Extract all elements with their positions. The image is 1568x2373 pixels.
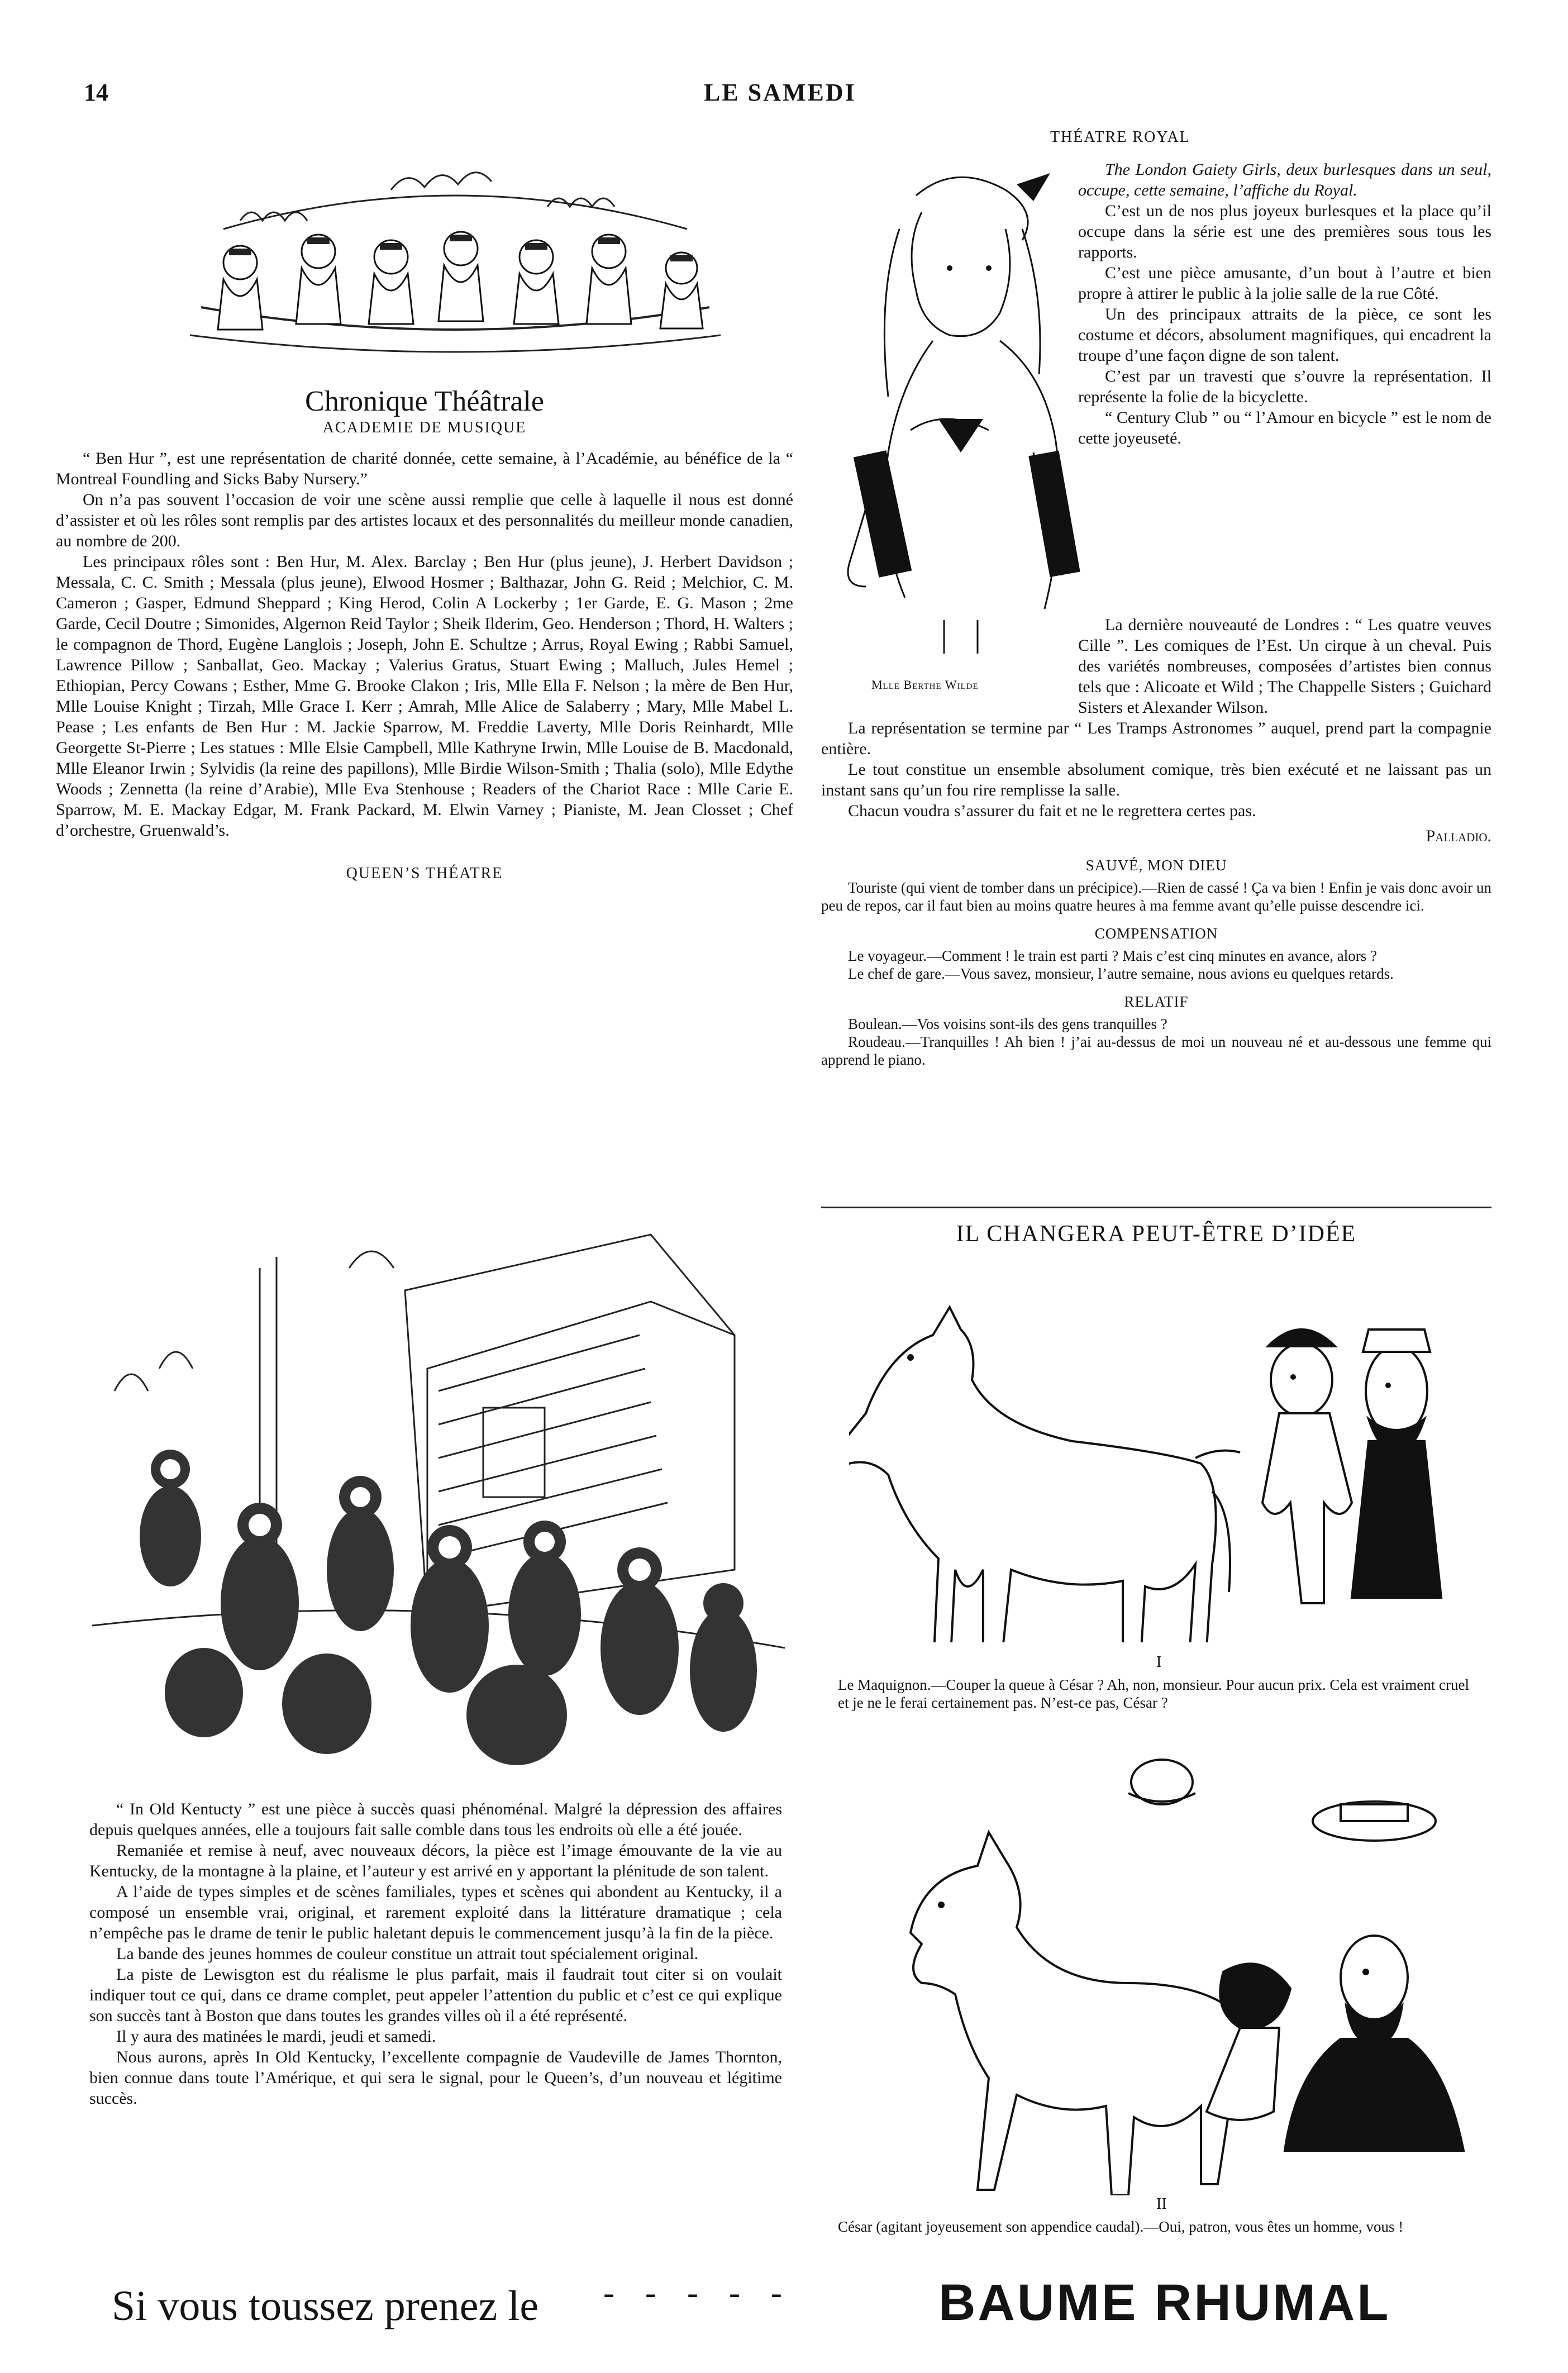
royal-paragraph: C’est par un travesti que s’ouvre la représentation. Il représente la folie de la bicyclette. xyxy=(1078,367,1491,406)
cartoon-title: IL CHANGERA PEUT-ÊTRE D’IDÉE xyxy=(956,1221,1357,1247)
joke-line: Le voyageur.—Comment ! le train est parti ? Mais c’est cinq minutes en avance, alors ? xyxy=(848,947,1377,964)
academie-heading: ACADEMIE DE MUSIQUE xyxy=(322,419,527,436)
royal-paragraph: La représentation se termine par “ Les Tramps Astronomes ” auquel, prend part la compagnie entière. xyxy=(821,719,1491,758)
cartoon-caption: César (agitant joyeusement son appendice caudal).—Oui, patron, vous êtes un homme, vous ! xyxy=(838,2218,1404,2235)
divider xyxy=(821,1207,1491,1208)
royal-paragraph: C’est une pièce amusante, d’un bout à l’autre et bien propre à attirer le public à la jolie salle de la rue Côté. xyxy=(1078,264,1491,303)
kentucky-scene-illustration xyxy=(92,1223,785,1788)
queens-paragraph: A l’aide de types simples et de scènes familiales, types et scènes qui abondent au Kentucky, il a composé un ensemble vrai, original, et rarement exploité dans la littérature dramatique ; cela n’empêche pas le drame de tenir le public haletant depuis le commencement jusqu’à la fin de la pièce. xyxy=(89,1883,782,1942)
joke-line: Touriste (qui vient de tomber dans un précipice).—Rien de cassé ! Ça va bien ! Enfin je vais donc avoir un peu de repos, car il faut bien au moins quatre heures à ma femme avant qu’elle puisse descendre ici. xyxy=(821,879,1492,914)
cartoon-caption: Le Maquignon.—Couper la queue à César ? Ah, non, monsieur. Pour aucun prix. Cela est vraiment cruel et je ne le ferai certainement pas. N’est-ce pas, César ? xyxy=(838,1676,1469,1711)
chronique-title: Chronique Théâtrale xyxy=(305,385,544,417)
berthe-wilde-portrait xyxy=(810,162,1112,665)
royal-paragraph: Chacun voudra s’assurer du fait et ne le regrettera certes pas. xyxy=(848,802,1256,820)
portrait-caption: Mlle Berthe Wilde xyxy=(871,678,979,692)
queens-paragraph: “ In Old Kentucty ” est une pièce à succès quasi phénoménal. Malgré la dépression des affaires depuis quelques années, elle a toujours fait salle comble dans tous les endroits où elle a été jouée. xyxy=(89,1800,782,1839)
footer-ad-left: Si vous toussez prenez le xyxy=(112,2283,539,2329)
footer-ad-right: BAUME RHUMAL xyxy=(938,2274,1391,2331)
cartoon-horse-illustration-1 xyxy=(849,1274,1475,1642)
journal-title: LE SAMEDI xyxy=(704,79,856,106)
queens-heading: QUEEN’S THÉATRE xyxy=(346,865,503,882)
queens-paragraph: Il y aura des matinées le mardi, jeudi et samedi. xyxy=(116,2027,436,2046)
children-garland-illustration xyxy=(156,168,754,380)
academie-paragraph: On n’a pas souvent l’occasion de voir une scène aussi remplie que celle à laquelle il nous est donné d’assister et où les rôles sont remplis par des artistes locaux et des personnalités du meilleur monde canadien, au nombre de 200. xyxy=(56,490,793,550)
academie-paragraph: “ Ben Hur ”, est une représentation de charité donnée, cette semaine, à l’Académie, au bénéfice de la “ Montreal Foundling and Sicks Baby Nursery.” xyxy=(56,449,793,488)
joke-title: COMPENSATION xyxy=(1094,925,1218,942)
signature: Palladio. xyxy=(1426,827,1491,845)
footer-dashes: - - - - - xyxy=(603,2274,793,2311)
joke-title: SAUVÉ, MON DIEU xyxy=(1085,857,1227,874)
royal-heading: THÉATRE ROYAL xyxy=(1050,128,1190,146)
left-column-bottom xyxy=(89,1799,782,2109)
joke-line: Le chef de gare.—Vous savez, monsieur, l’autre semaine, nous avions eu quelques retards. xyxy=(848,965,1394,982)
right-column-royal xyxy=(1078,159,1491,449)
cartoon-horse-illustration-2 xyxy=(838,1737,1475,2195)
left-column-top xyxy=(56,385,793,894)
page-number: 14 xyxy=(84,79,108,106)
queens-paragraph: La piste de Lewisgton est du réalisme le plus parfait, mais il faudrait tout citer si on voulait indiquer tout ce qui, dans ce drame complet, peut appeler l’attention du public et c’est ce qui explique son succès tant à Boston que dans toutes les grandes villes où il a été représenté. xyxy=(89,1965,782,2025)
academie-paragraph: Les principaux rôles sont : Ben Hur, M. Alex. Barclay ; Ben Hur (plus jeune), J. Herbert Davidson ; Messala, C. C. Smith ; Messala (plus jeune), Elwood Hosmer ; Balthazar, John G. Reid ; Melchior, C. M. Cameron ; Gasper, Edmund Sheppard ; King Herod, Colin A Lockerby ; 1er Garde, E. G. Mason ; 2me Garde, Cecil Doutre ; Simonides, Algernon Reid Taylor ; Sheik Ilderim, Geo. Henderson ; Thord, H. Walters ; le compagnon de Thord, Eugène Langlois ; Joseph, John E. Schultze ; Arrus, Royal Ewing ; Rabbi Samuel, Lawrence Pillow ; Sanballat, Geo. Mackay ; Valerius Gratus, Stuart Ewing ; Malluch, Jules Hemel ; Ethiopian, Percy Cowans ; Esther, Mme G. Brooke Clakon ; Iris, Mlle Ella F. Nelson ; la mère de Ben Hur, Mlle Louise Knight ; Tirzah, Mlle Grace I. Kerr ; Amrah, Mlle Alice de Salaberry ; Mary, Mlle Mabel L. Pease ; Les enfants de Ben Hur : M. Jackie Sparrow, M. Freddie Laverty, Mlle Doris Reinhardt, Mlle Georgette St-Pierre ; Les statues : Mlle Elsie Campbell, Mlle Kathryne Irwin, Mlle Louise de B. Macdonald, Mlle Eleanor Irwin ; Sylvidis (la reine des papillons), Mlle Birdie Wilson-Smith ; Thalia (solo), Mlle Edythe Woods ; Zennetta (la reine d’Arabie), Mlle Eva Stenhouse ; Readers of the Chariot Race : Mlle Carie E. Sparrow, M. E. Mackay Edgar, M. Frank Packard, M. Elwin Varney ; Pianiste, M. Jean Closset ; Chef d’orchestre, Gruenwald’s. xyxy=(56,552,793,840)
cartoon-number: I xyxy=(1156,1654,1162,1671)
jokes-section xyxy=(821,856,1491,1069)
queens-paragraph: Remaniée et remise à neuf, avec nouveaux décors, la pièce est l’image émouvante de la vie au Kentucky, de la montagne à la plaine, et l’auteur y est arrivé en y apportant la plénitude de son talent. xyxy=(89,1841,782,1880)
queens-paragraph: Nous aurons, après In Old Kentucky, l’excellente compagnie de Vaudeville de James Thornton, bien connue dans toute l’Amérique, et qui sera le signal, pour le Queen’s, d’un nouveau et légitime succès. xyxy=(89,2048,782,2108)
joke-title: RELATIF xyxy=(1124,993,1189,1010)
cartoon-number: II xyxy=(1156,2195,1167,2213)
royal-paragraph: La dernière nouveauté de Londres : “ Les quatre veuves Cille ”. Les comiques de l’Est. Un cirque à un cheval. Puis des variétés nombreuses, composées d’artistes bien connus tels que : Alicoate et Wild ; The Chappelle Sisters ; Guichard Sisters et Alexander Wilson. xyxy=(1078,616,1491,717)
queens-paragraph: La bande des jeunes hommes de couleur constitue un attrait tout spécialement original. xyxy=(116,1945,699,1963)
royal-paragraph: Un des principaux attraits de la pièce, ce sont les costume et décors, absolument magnifiques, qui encadrent la troupe d’une façon digne de son talent. xyxy=(1078,305,1491,365)
royal-paragraph: The London Gaiety Girls, deux burlesques dans un seul, occupe, cette semaine, l’affiche du Royal. xyxy=(1078,160,1491,199)
royal-paragraph: “ Century Club ” ou “ l’Amour en bicycle ” est le nom de cette joyeuseté. xyxy=(1078,408,1491,447)
right-column-royal-cont xyxy=(821,614,1491,1069)
royal-paragraph: C’est un de nos plus joyeux burlesques et la place qu’il occupe dans la série est une des premières sous tous les rapports. xyxy=(1078,202,1491,261)
royal-paragraph: Le tout constitue un ensemble absolument comique, très bien exécuté et ne laissant pas un instant sans qu’un fou rire remplisse la salle. xyxy=(821,760,1491,799)
joke-line: Boulean.—Vos voisins sont-ils des gens tranquilles ? xyxy=(848,1016,1167,1032)
joke-line: Roudeau.—Tranquilles ! Ah bien ! j’ai au-dessus de moi un nouveau né et au-dessous une femme qui apprend le piano. xyxy=(821,1033,1491,1068)
